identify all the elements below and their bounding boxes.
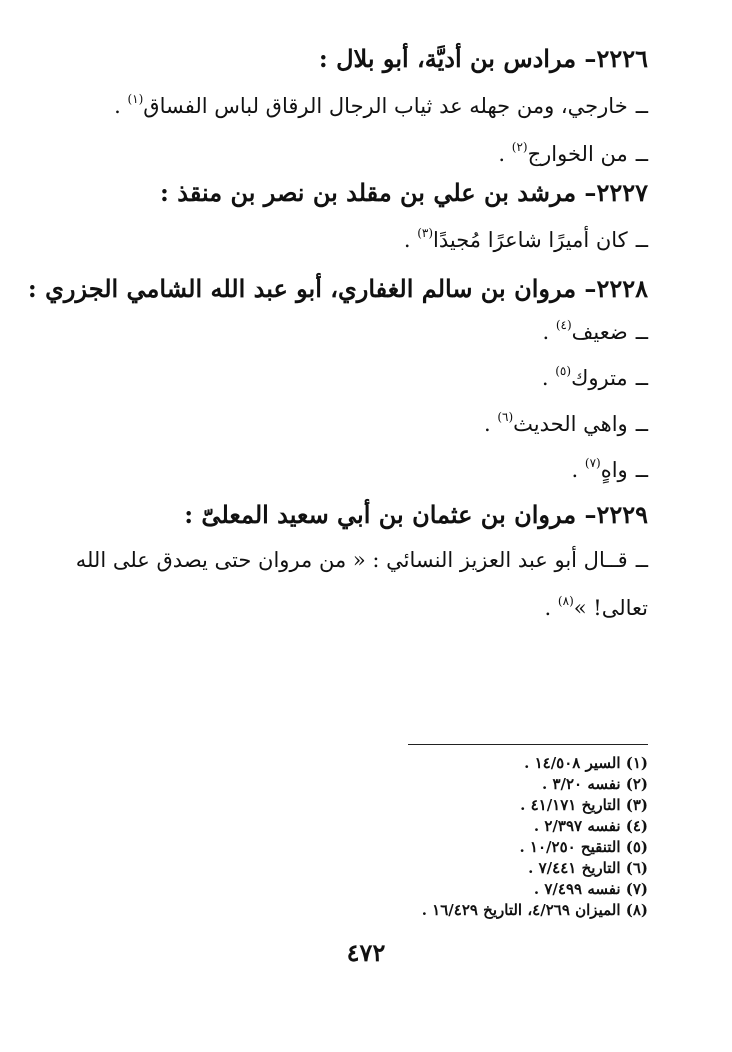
entry-dash: ــ [635, 94, 648, 118]
entry-text: متروك [571, 366, 628, 390]
entry-text: خارجي، ومن جهله عد ثياب الرجال الرقاق لباس الفساق [143, 94, 628, 118]
page-number: ٤٧٢ [346, 938, 386, 967]
footnote: (٦) التاريخ ٧/٤٤١ . [528, 859, 648, 877]
entry-tail: . [541, 366, 549, 390]
footnote-divider [408, 744, 648, 745]
entry-text: واهي الحديث [513, 412, 628, 436]
entry-text: واهٍ [600, 458, 628, 482]
entry-line [60, 594, 648, 620]
entry-line [60, 456, 648, 482]
footnote-ref[interactable]: (٥) [555, 364, 572, 378]
footnote-ref[interactable]: (٢) [511, 140, 528, 154]
entry-dash: ــ [635, 412, 648, 436]
entry-heading: ٢٢٢٦– مرادس بن أديَّة، أبو بلال : [318, 44, 648, 73]
footnote: (٢) نفسه ٣/٢٠ . [541, 775, 648, 793]
footnote-ref[interactable]: (٧) [584, 456, 601, 470]
entry-heading: ٢٢٢٧– مرشد بن علي بن مقلد بن نصر بن منقذ : [160, 178, 648, 207]
footnote-ref[interactable]: (٦) [497, 410, 514, 424]
entry-tail: . [483, 412, 491, 436]
footnote-ref[interactable]: (١) [127, 92, 144, 106]
entry-line [60, 318, 648, 344]
entry-line [60, 364, 648, 390]
footnote: (٥) التنقيح ١٠/٢٥٠ . [519, 838, 648, 856]
entry-line [60, 226, 648, 252]
footnote-ref[interactable]: (٨) [557, 594, 574, 608]
entry-line [60, 548, 648, 572]
entry-dash: ــ [635, 366, 648, 390]
entry-line [60, 92, 648, 118]
entry-dash: ــ [635, 458, 648, 482]
entry-dash: ــ [635, 320, 648, 344]
entry-text: كان أميرًا شاعرًا مُجيدًا [433, 228, 628, 252]
entry-tail: . [542, 320, 550, 344]
entry-dash: ــ [635, 228, 648, 252]
entry-tail: . [498, 142, 506, 166]
footnote: (٧) نفسه ٧/٤٩٩ . [533, 880, 648, 898]
entry-tail: . [571, 458, 579, 482]
entry-dash: ــ [635, 548, 648, 572]
entry-tail: . [544, 596, 552, 620]
entry-tail: . [114, 94, 121, 118]
entry-text: قــال أبو عبد العزيز النسائي : « من مروان حتى يصدق على الله [75, 548, 628, 572]
footnote: (١) السير ١٤/٥٠٨ . [524, 754, 648, 772]
entry-text: ضعيف [571, 320, 628, 344]
entry-line [60, 140, 648, 166]
footnote: (٨) الميزان ٤/٢٦٩، التاريخ ١٦/٤٢٩ . [421, 901, 648, 919]
entry-heading: ٢٢٢٨– مروان بن سالم الغفاري، أبو عبد الله الشامي الجزري : [27, 274, 648, 303]
entry-text: من الخوارج [527, 142, 628, 166]
footnote: (٣) التاريخ ٤١/١٧١ . [520, 796, 648, 814]
entry-line [60, 410, 648, 436]
entry-text: تعالى! » [573, 596, 648, 620]
entry-dash: ــ [635, 142, 648, 166]
entry-tail: . [403, 228, 411, 252]
footnote: (٤) نفسه ٢/٣٩٧ . [533, 817, 648, 835]
footnote-ref[interactable]: (٣) [417, 226, 434, 240]
footnote-ref[interactable]: (٤) [555, 318, 572, 332]
entry-heading: ٢٢٢٩– مروان بن عثمان بن أبي سعيد المعلىّ : [184, 500, 648, 529]
